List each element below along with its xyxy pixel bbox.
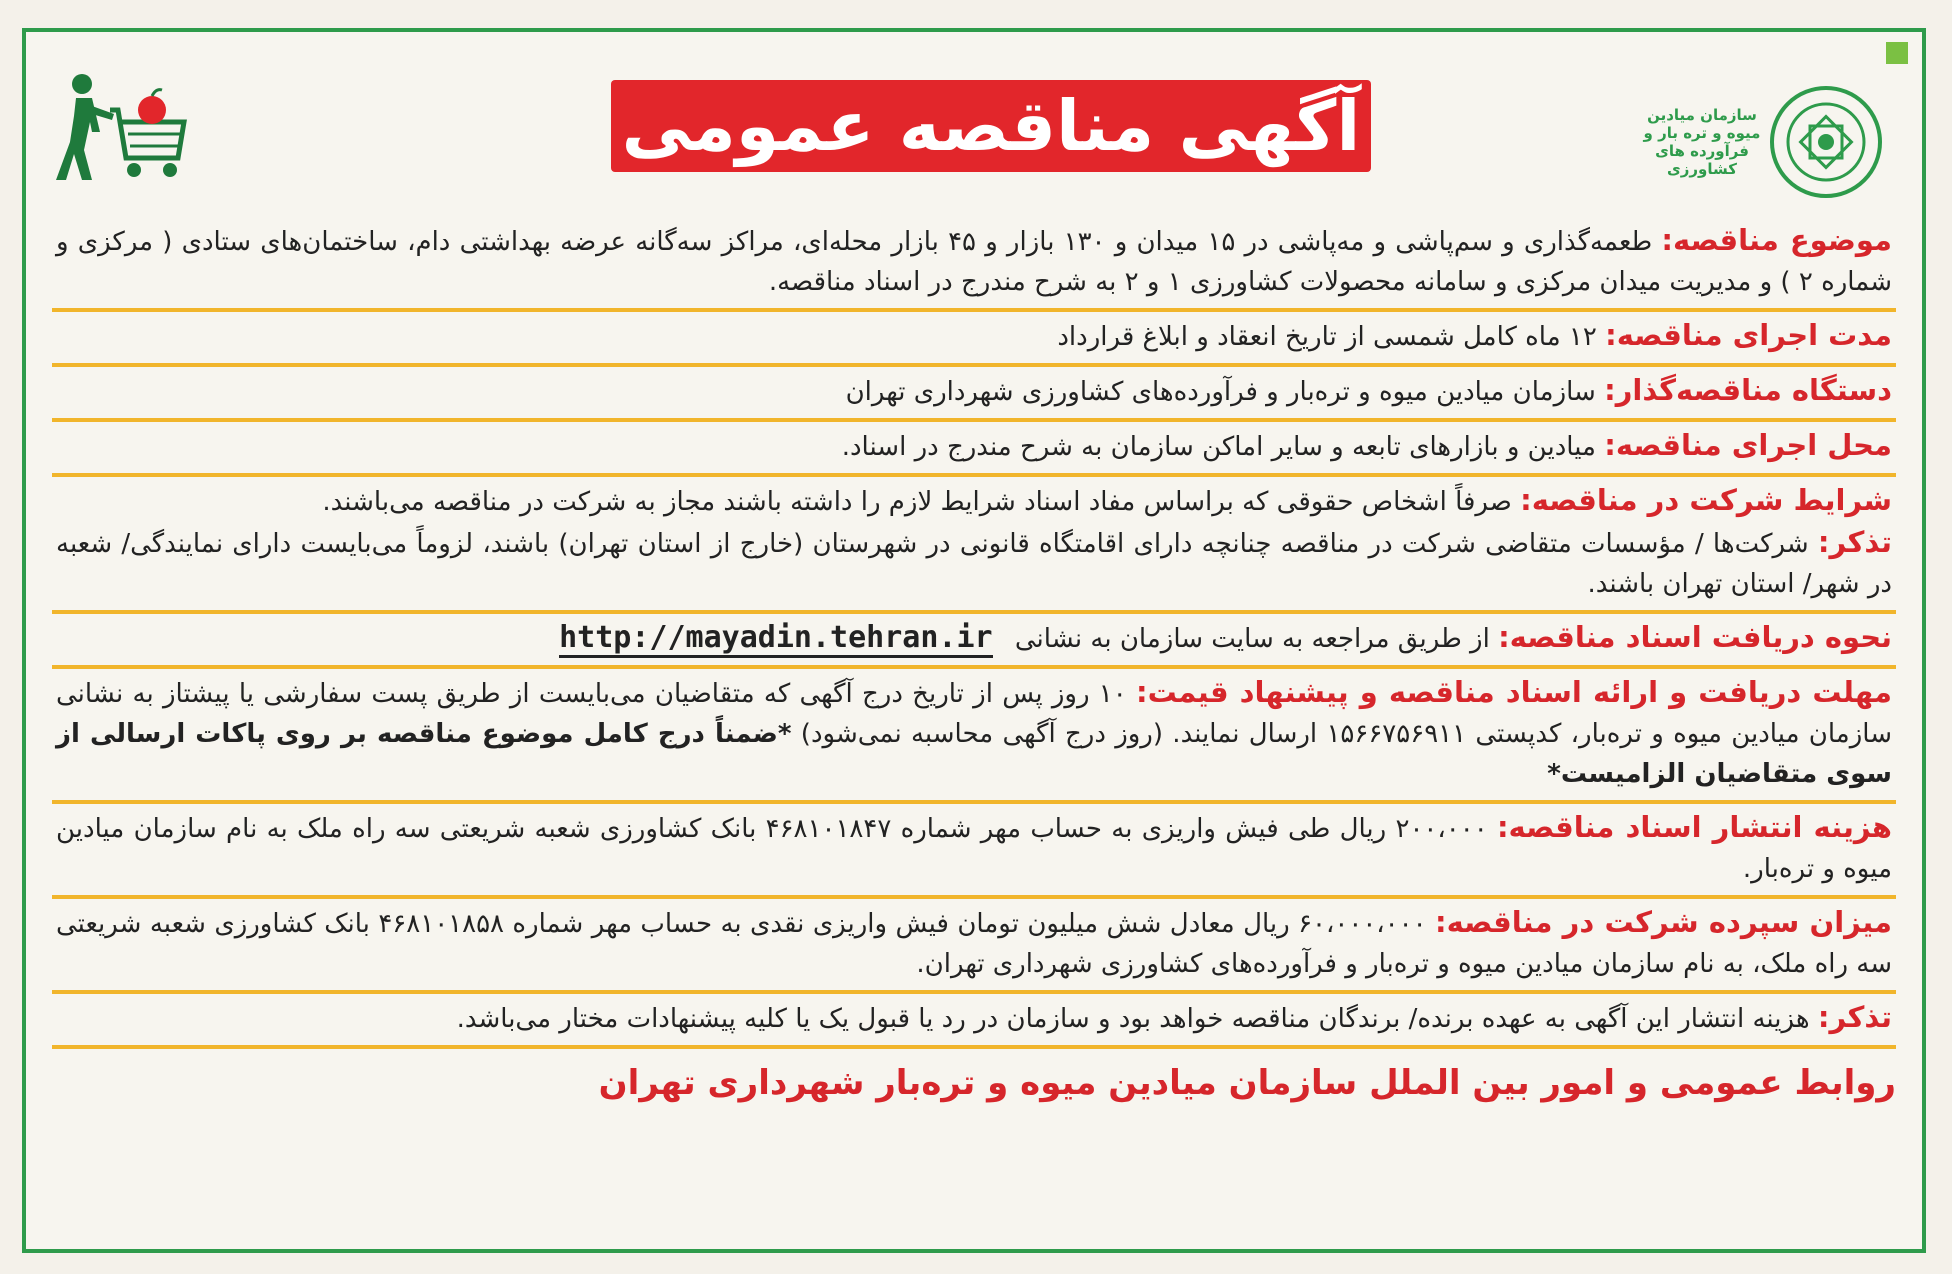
conditions-note-text: شرکت‌ها / مؤسسات متقاضی شرکت در مناقصه چنانچه دارای اقامتگاه قانونی در شهرستان (خارج از استان تهران) باشند، لزوماً می‌بایست دارای نمایندگی/ شعبه در شهر/ استان تهران باشند. xyxy=(56,529,1892,599)
final-note-text: هزینه انتشار این آگهی به عهده برنده/ برندگان مناقصه خواهد بود و سازمان در رد یا قبول یک یا کلیه پیشنهادات مختار می‌باشد. xyxy=(456,1004,1810,1034)
organizer-row xyxy=(52,367,1896,422)
subject-label: موضوع مناقصه: xyxy=(1661,223,1892,257)
location-row xyxy=(52,422,1896,477)
fee-text: ۲۰۰،۰۰۰ ریال طی فیش واریزی به حساب مهر شماره ۴۶۸۱۰۱۸۴۷ بانک کشاورزی شعبه شریعتی سه راه ملک به نام سازمان میادین میوه و تره‌بار. xyxy=(56,814,1892,884)
conditions-label: شرایط شرکت در مناقصه: xyxy=(1520,483,1892,517)
final-note-row xyxy=(52,994,1896,1049)
subject-text: طعمه‌گذاری و سم‌پاشی و مه‌پاشی در ۱۵ میدان و ۱۳۰ بازار و ۴۵ بازار محله‌ای، مراکز سه‌گانه عرضه بهداشتی دام، ساختمان‌های ستادی ( مرکزی و شماره ۲ ) و مدیریت میدان مرکزی و سامانه محصولات کشاورزی ۱ و ۲ به شرح مندرج در اسناد مناقصه. xyxy=(56,227,1892,297)
logo-text: سازمان میادین میوه و تره بار و فرآورده های کشاورزی xyxy=(1643,106,1761,178)
header xyxy=(26,32,1922,212)
fee-label: هزینه انتشار اسناد مناقصه: xyxy=(1496,810,1892,844)
documents-text: از طریق مراجعه به سایت سازمان به نشانی xyxy=(1014,624,1490,654)
final-note-label: تذکر: xyxy=(1817,1000,1892,1034)
deadline-row xyxy=(52,669,1896,804)
advertisement-body xyxy=(52,217,1896,1107)
shopping-cart-icon xyxy=(52,70,192,190)
page-title: آگهی مناقصه عمومی xyxy=(621,85,1361,167)
fee-row xyxy=(52,804,1896,899)
conditions-row xyxy=(52,477,1896,614)
tender-advertisement xyxy=(22,28,1926,1253)
documents-row xyxy=(52,614,1896,669)
deadline-label: مهلت دریافت و ارائه اسناد مناقصه و پیشنهاد قیمت: xyxy=(1136,675,1892,709)
deposit-text: ۶۰،۰۰۰،۰۰۰ ریال معادل شش میلیون تومان فیش واریزی نقدی به حساب مهر شماره ۴۶۸۱۰۱۸۵۸ بانک کشاورزی شعبه شریعتی سه راه ملک، به نام سازمان میادین میوه و تره‌بار و فرآورده‌های کشاورزی شهرداری تهران. xyxy=(56,909,1892,979)
deadline-text: ۱۰ روز پس از تاریخ درج آگهی که متقاضیان می‌بایست از طریق پست سفارشی یا پیشتاز به نشانی سازمان میادین میوه و تره‌بار، کدپستی ۱۵۶۶۷۵۶۹۱۱ ارسال نمایند. (روز درج آگهی محاسبه نمی‌شود) xyxy=(56,679,1892,749)
location-text: میادین و بازارهای تابعه و سایر اماکن سازمان به شرح مندرج در اسناد. xyxy=(841,432,1596,462)
duration-text: ۱۲ ماه کامل شمسی از تاریخ انعقاد و ابلاغ قرارداد xyxy=(1057,322,1597,352)
duration-row xyxy=(52,312,1896,367)
documents-label: نحوه دریافت اسناد مناقصه: xyxy=(1498,620,1892,654)
duration-label: مدت اجرای مناقصه: xyxy=(1605,318,1892,352)
deposit-row xyxy=(52,899,1896,994)
website-link[interactable]: http://mayadin.tehran.ir xyxy=(559,620,992,658)
organizer-label: دستگاه مناقصه‌گذار: xyxy=(1604,373,1892,407)
conditions-note-label: تذکر: xyxy=(1817,525,1892,559)
footer-signature: روابط عمومی و امور بین الملل سازمان میادین میوه و تره‌بار شهرداری تهران xyxy=(598,1063,1896,1103)
deadline-bold-text: *ضمناً درج کامل موضوع مناقصه بر روی پاکات ارسالی از سوی متقاضیان الزامیست* xyxy=(56,719,1892,789)
conditions-text: صرفاً اشخاص حقوقی که براساس مفاد اسناد شرایط لازم را داشته باشند مجاز به شرکت در مناقصه می‌باشند. xyxy=(322,487,1512,517)
organization-seal-icon xyxy=(1770,86,1882,198)
title-banner xyxy=(611,80,1371,172)
subject-row xyxy=(52,217,1896,312)
location-label: محل اجرای مناقصه: xyxy=(1604,428,1892,462)
deposit-label: میزان سپرده شرکت در مناقصه: xyxy=(1435,905,1892,939)
organization-logo xyxy=(1642,62,1882,222)
organizer-text: سازمان میادین میوه و تره‌بار و فرآورده‌های کشاورزی شهرداری تهران xyxy=(845,377,1596,407)
